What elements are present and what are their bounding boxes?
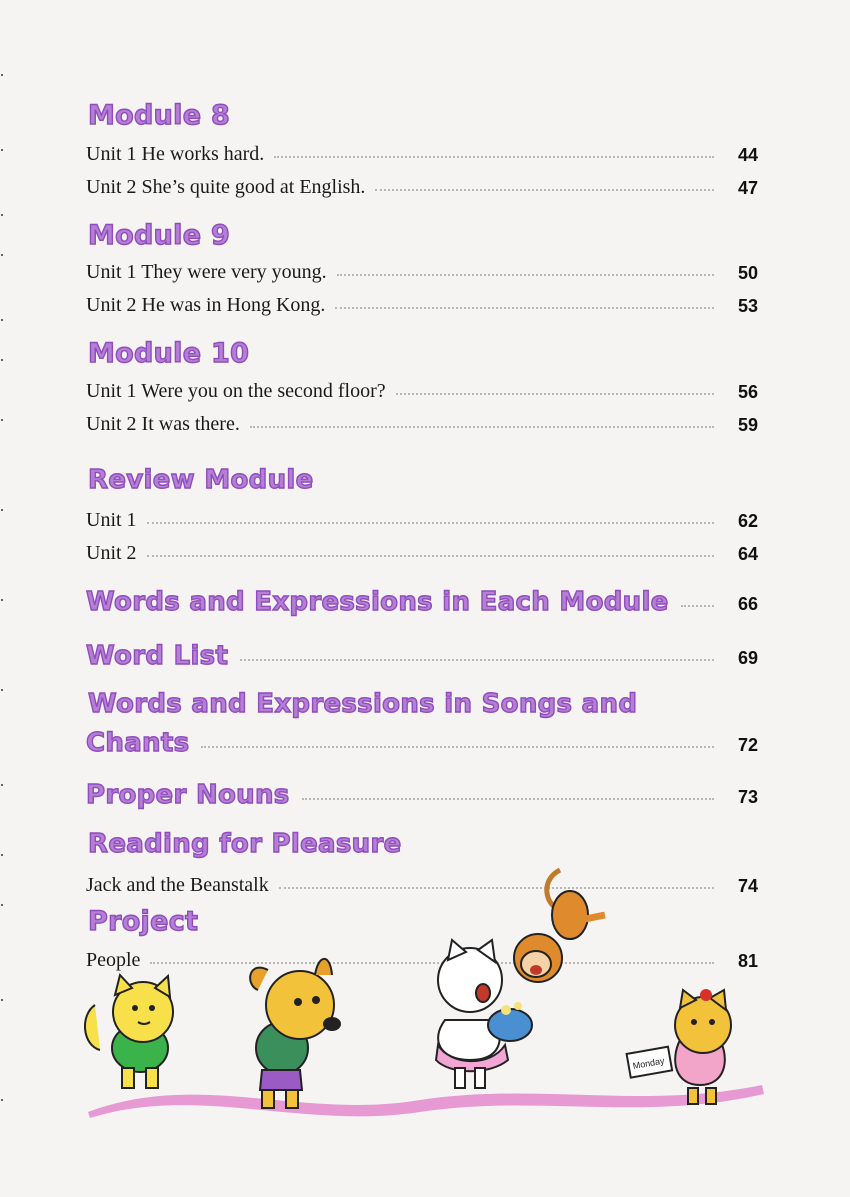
sign-text: Monday [631, 1055, 666, 1072]
page-number: 47 [737, 178, 758, 198]
module-10-heading: Module 10 [88, 338, 250, 369]
page-number: 53 [737, 296, 758, 316]
entry-title: Unit 2 [86, 542, 137, 564]
page-number: 62 [737, 511, 758, 531]
page-number: 72 [737, 735, 758, 755]
proper-nouns-heading: Proper Nouns [86, 780, 290, 810]
songs-chants-heading-line1: Words and Expressions in Songs and [88, 689, 638, 719]
songs-chants-heading-line2: Chants [86, 728, 190, 758]
cat-green-shirt-character [85, 975, 173, 1088]
module-9-heading: Module 9 [88, 220, 231, 251]
page-number: 59 [737, 415, 758, 435]
page-number: 50 [737, 263, 758, 283]
module-8-heading: Module 8 [88, 100, 231, 131]
cat-pink-dress-character [627, 989, 731, 1104]
entry-title: Unit 1 [86, 509, 137, 531]
entry-title: Unit 2 He was in Hong Kong. [86, 294, 326, 316]
entry-title: People [86, 949, 141, 971]
entry-title: Jack and the Beanstalk [86, 874, 269, 896]
page-number: 44 [737, 145, 758, 165]
dog-striped-shirt-character [250, 959, 341, 1108]
page-number: 69 [737, 648, 758, 668]
monkey-character [514, 870, 605, 982]
page-number: 56 [737, 382, 758, 402]
pink-ribbon [88, 1085, 764, 1118]
entry-title: Unit 1 They were very young. [86, 261, 327, 283]
word-list-heading: Word List [86, 641, 229, 671]
reading-heading: Reading for Pleasure [88, 829, 402, 859]
page-number: 73 [737, 787, 758, 807]
entry-title: Unit 2 It was there. [86, 413, 240, 435]
page-number: 74 [737, 876, 758, 896]
page-number: 64 [737, 544, 758, 564]
words-each-module-heading: Words and Expressions in Each Module [86, 587, 669, 617]
entry-title: Unit 1 Were you on the second floor? [86, 380, 386, 402]
entry-title: Unit 1 He works hard. [86, 143, 265, 165]
page-number: 81 [737, 951, 758, 971]
project-heading: Project [88, 906, 199, 937]
review-module-heading: Review Module [88, 465, 314, 495]
entry-title: Unit 2 She’s quite good at English. [86, 176, 366, 198]
page-number: 66 [737, 594, 758, 614]
